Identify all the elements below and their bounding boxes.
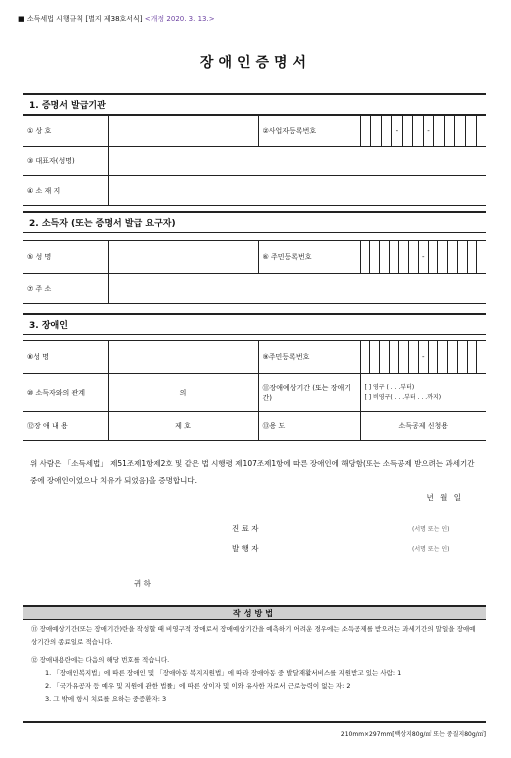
issuer-name-label: ① 상 호 [23,116,108,147]
earner-rrn-label: ⑥ 주민등록번호 [258,241,360,274]
guide-heading: 작성방법 [23,605,486,620]
date-line: 년 월 일 [426,493,463,502]
certification-statement: 위 사람은 「소득세법」 제51조제1항제2호 및 같은 법 시행령 제107조제1항에 따른 장애인에 해당함(또는 소득공제 받으려는 과세기간 중에 장애인이었으나 치유가 되었음)을 증명합니다. [30,459,475,485]
form-reference [18,14,215,24]
guide-sub-2: 2. 「국가유공자 등 예우 및 지원에 관한 법률」에 따른 상이자 및 이와 유사한 자로서 근로능력이 없는 자: 2 [45,682,351,690]
guide-sub-1: 1. 「장애인복지법」에 따른 장애인 및 「장애아동 복지지원법」에 따라 장애아동 중 발달재활서비스를 지원받고 있는 사람: 1 [45,669,402,677]
content-field[interactable]: 제 호 [108,412,258,441]
guide-item-content: ⑫ 장애내용란에는 다음의 해당 번호를 적습니다. [31,656,170,664]
disabled-rrn-dash: - [418,341,428,373]
relation-field[interactable]: 의 [108,374,258,412]
doctor-sign-note: (서명 또는 인) [412,526,450,533]
section1-table [23,115,486,206]
issuer-sign-note: (서명 또는 인) [412,546,450,553]
earner-addr-label: ⑦ 주 소 [23,274,108,304]
period-temporary-option[interactable]: [ ] 비영구( . . .부터 . . .까지) [364,393,442,401]
bizno-dash-2: - [423,116,434,146]
section2-table [23,240,486,304]
disabled-name-label: ⑧성 명 [23,341,108,374]
recipient-label: 귀 하 [134,579,151,588]
issuer-addr-field[interactable] [108,176,486,206]
section2-heading: 2. 소득자 (또는 증명서 발급 요구자) [23,211,486,233]
earner-name-field[interactable] [108,241,258,274]
use-value: 소득공제 신청용 [360,412,486,441]
earner-rrn-field[interactable] [360,241,486,274]
section3-table [23,340,486,441]
disabled-rrn-field[interactable] [360,341,486,374]
period-label: ⑪장애예상기간 (또는 장애기간) [258,374,360,412]
earner-name-label: ⑤ 성 명 [23,241,108,274]
guide-body [23,620,486,723]
issuer-label: 발 행 자 [232,544,259,553]
bizno-field[interactable] [360,116,486,147]
rep-label: ③ 대표자(성명) [23,147,108,176]
earner-addr-field[interactable] [108,274,486,304]
bizno-dash-1: - [391,116,402,146]
doctor-label: 진 료 자 [232,524,259,533]
use-label: ⑬용 도 [258,412,360,441]
section3-heading: 3. 장애인 [23,313,486,335]
disabled-rrn-label: ⑨주민등록번호 [258,341,360,374]
content-label: ⑫장 애 내 용 [23,412,108,441]
issuer-name-field[interactable] [108,116,258,147]
page-title: 장애인증명서 [199,55,312,71]
revision-date: <개정 2020. 3. 13.> [144,15,215,23]
section1-heading: 1. 증명서 발급기관 [23,93,486,115]
bizno-label: ②사업자등록번호 [258,116,360,147]
period-field[interactable] [360,374,486,412]
earner-rrn-dash: - [418,241,428,273]
issuer-addr-label: ④ 소 재 지 [23,176,108,206]
paper-spec: 210mm×297mm[백상지80g/㎡ 또는 중질지80g/㎡] [340,731,486,738]
rep-field[interactable] [108,147,486,176]
guide-sub-3: 3. 그 밖에 항시 치료를 요하는 중증환자: 3 [45,695,167,703]
form-ref-text: ■ 소득세법 시행규칙 [별지 제38호서식] [18,15,143,23]
relation-label: ⑩ 소득자와의 관계 [23,374,108,412]
period-permanent-option[interactable]: [ ] 영구 ( . . .부터) [364,383,415,391]
guide-item-period: ⑪ 장애예상기간(또는 장애기간)란을 작성할 때 비영구적 장애로서 장애예상기간을 예측하기 어려운 경우에는 소득공제를 받으려는 과세기간의 말일을 장애예상기간의 종료일로 적습니다. [31,625,476,646]
disabled-name-field[interactable] [108,341,258,374]
